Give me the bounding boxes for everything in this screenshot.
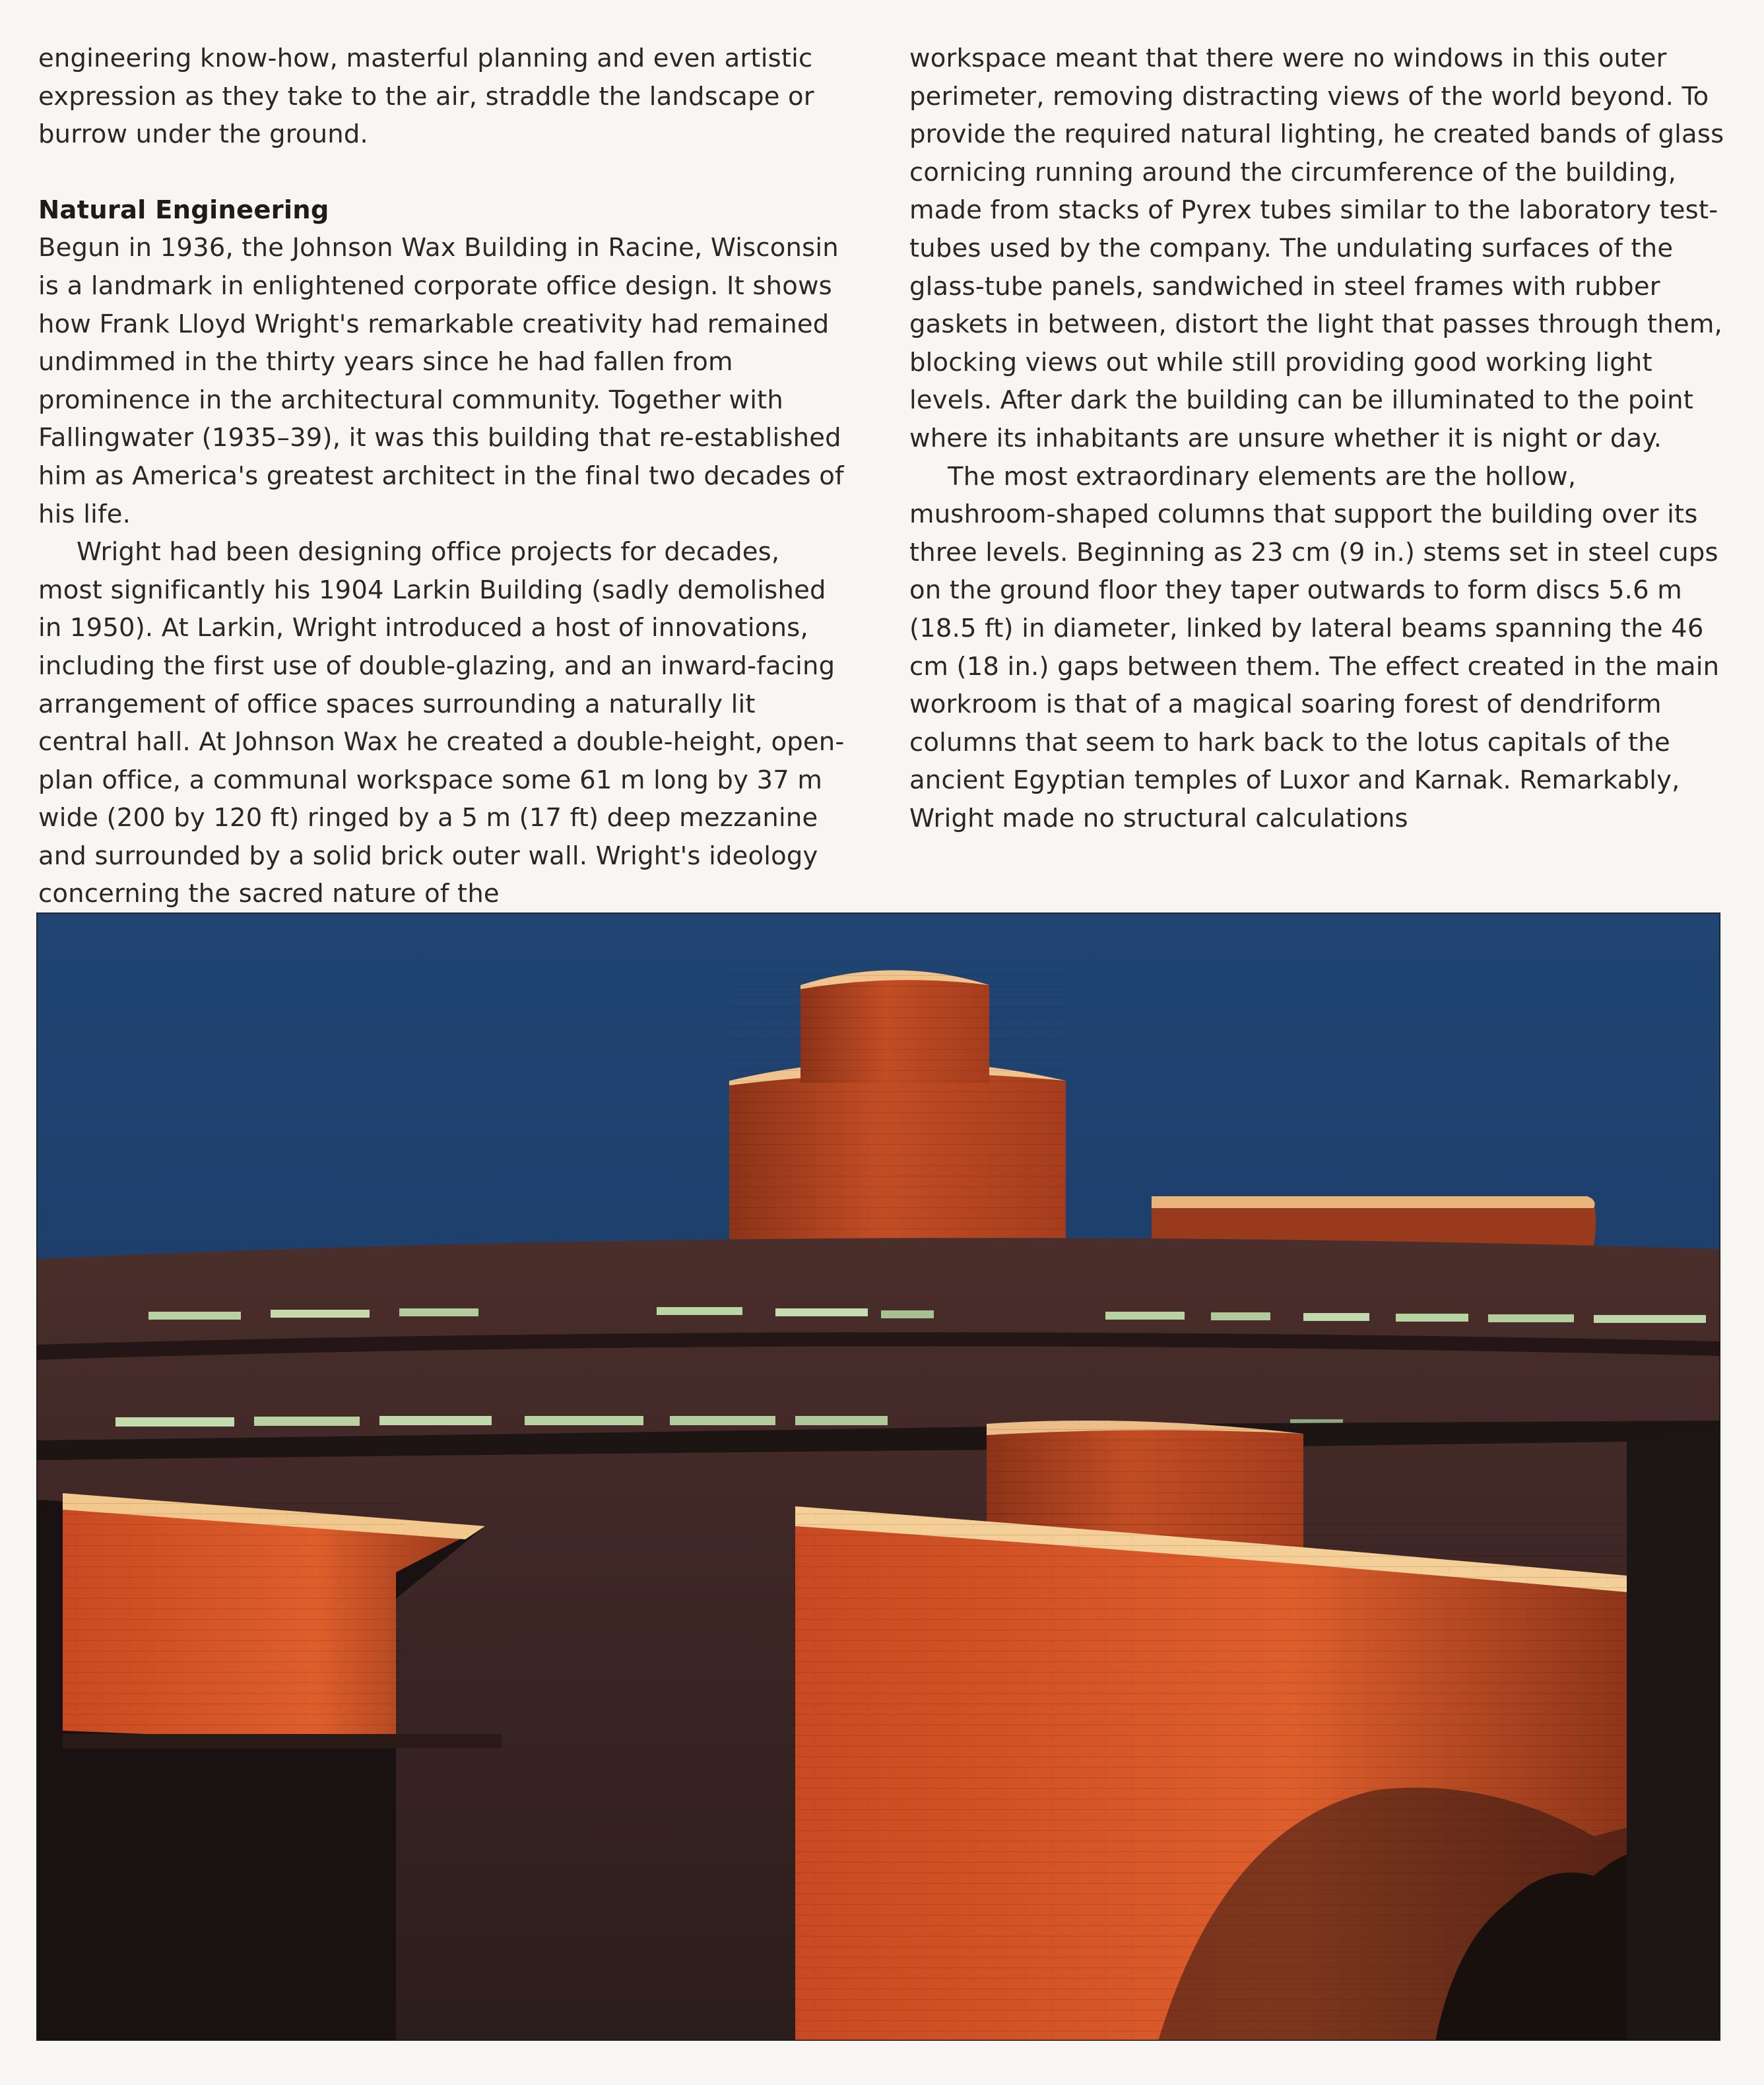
right-column <box>909 40 1728 837</box>
left-column <box>38 40 847 913</box>
body-paragraph: Begun in 1936, the Johnson Wax Building in Racine, Wisconsin is a landmark in enlightened corporate office design. It shows how Frank Lloyd Wright's remarkable creativity had remained undimmed in the thirty years since he had fallen from prominence in the architectural community. Together with Fallingwater (1935–39), it was this building that re-established him as America's greatest architect in the final two decades of his life. <box>38 233 844 529</box>
right-dark-edge <box>1627 1434 1720 2041</box>
section-heading: Natural Engineering <box>38 195 329 225</box>
johnson-wax-building-photo <box>36 913 1720 2041</box>
building-illustration <box>36 913 1720 2041</box>
body-paragraph: The most extraordinary elements are the hollow, mushroom-shaped columns that support the building over its three levels. Beginning as 23 cm (9 in.) stems set in steel cups on the ground floor they taper outwards to form discs 5.6 m (18.5 ft) in diameter, linked by lateral beams spanning the 46 cm (18 in.) gaps between them. The effect created in the main workroom is that of a magical soaring forest of dendriform columns that seem to hark back to the lotus capitals of the ancient Egyptian temples of Luxor and Karnak. Remarkably, Wright made no structural calculations <box>909 461 1720 833</box>
body-paragraph: Wright had been designing office projects for decades, most significantly his 1904 Larkin Building (sadly demolished in 1950). At Larkin, Wright introduced a host of innovations, including the first use of double-glazing, and an inward-facing arrangement of office spaces surrounding a naturally lit central hall. At Johnson Wax he created a double-height, open-plan office, a communal workspace some 61 m long by 37 m wide (200 by 120 ft) ringed by a 5 m (17 ft) deep mezzanine and surrounded by a solid brick outer wall. Wright's ideology concerning the sacred nature of the <box>38 537 845 909</box>
intro-paragraph: engineering know-how, masterful planning and even artistic expression as they take to the air, straddle the landscape or burrow under the ground. <box>38 44 814 150</box>
body-paragraph: workspace meant that there were no windows in this outer perimeter, removing distracting views of the world beyond. To provide the required natural lighting, he created bands of glass cornicing running around the circumference of the building, made from stacks of Pyrex tubes similar to the laboratory test-tubes used by the company. The undulating surfaces of the glass-tube panels, sandwiched in steel frames with rubber gaskets in between, distort the light that passes through them, blocking views out while still providing good working light levels. After dark the building can be illuminated to the point where its inhabitants are unsure whether it is night or day. <box>909 44 1724 453</box>
